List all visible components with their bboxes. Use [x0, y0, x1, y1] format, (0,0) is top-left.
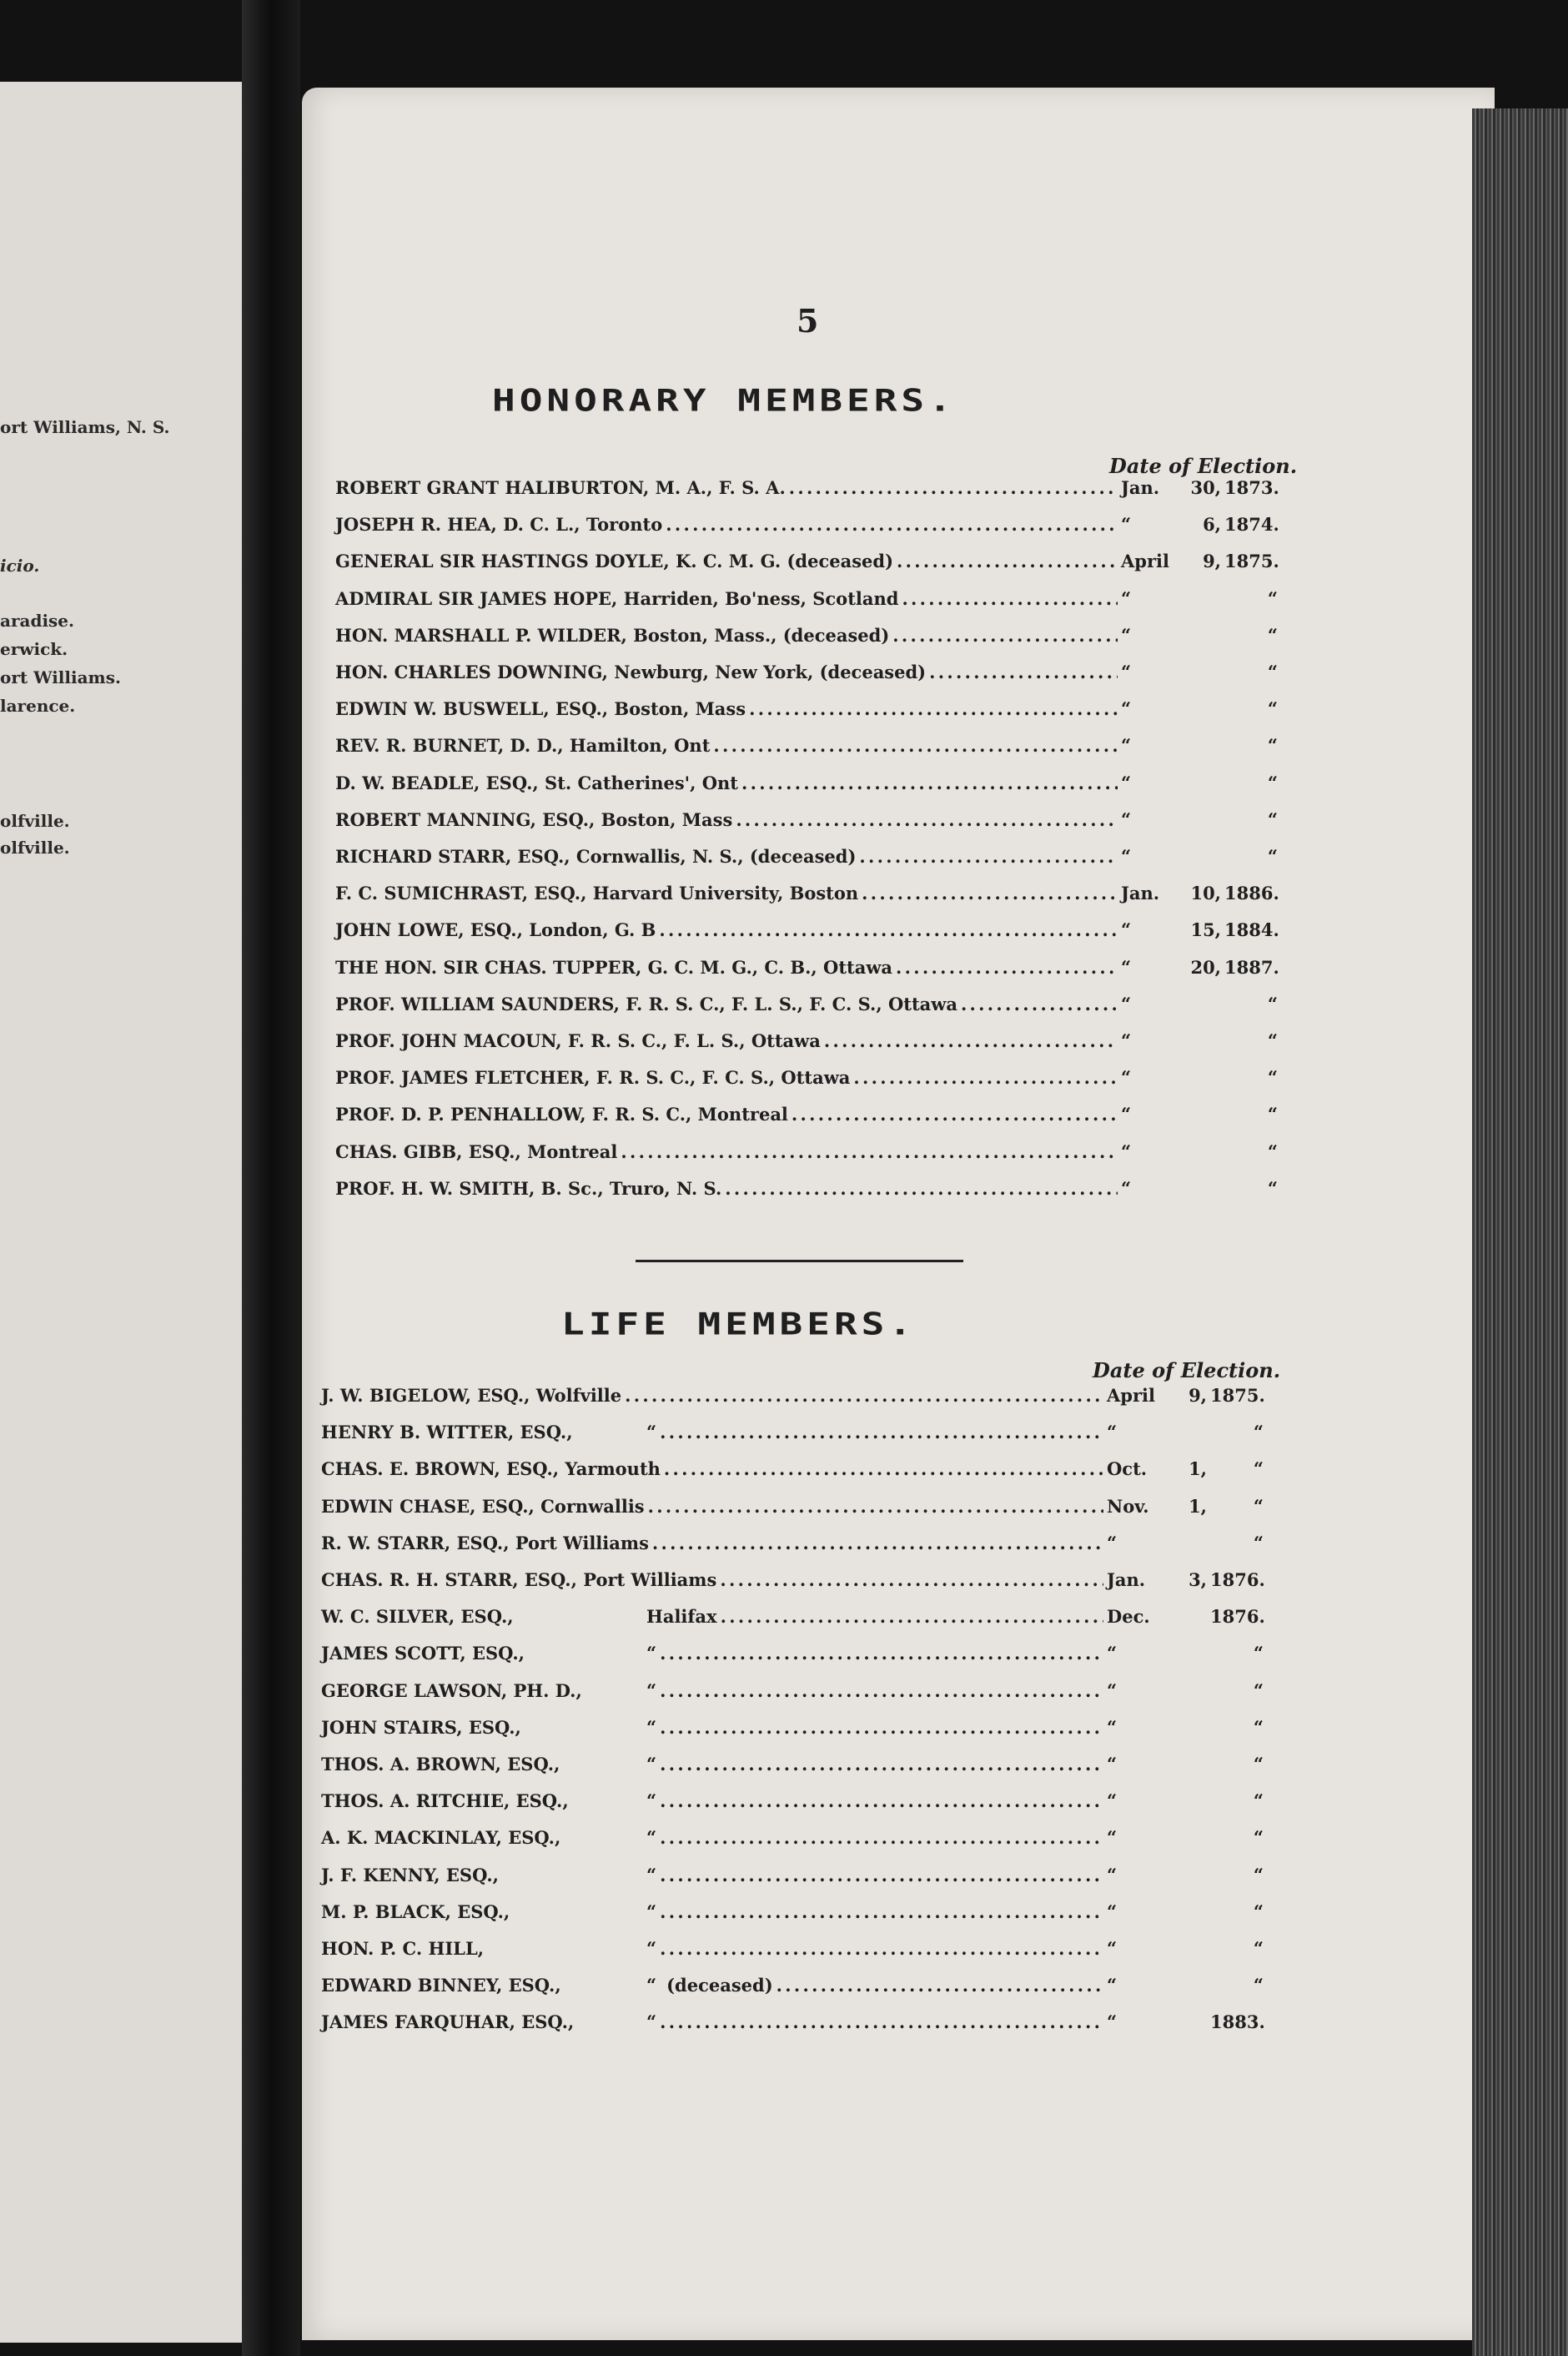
life-member-entry: [321, 1458, 1264, 1483]
election-year: “: [1267, 1067, 1278, 1089]
election-day: [1181, 773, 1224, 793]
election-month: “: [1107, 2011, 1118, 2033]
dot-leader: [929, 662, 1118, 682]
election-year: 1876.: [1210, 1569, 1265, 1590]
election-month: April: [1107, 1385, 1155, 1406]
member-name: F. C. SUMICHRAST, ESQ., Harvard University, Boston: [335, 883, 859, 904]
election-date: [1121, 1030, 1278, 1051]
member-name: EDWARD BINNEY, ESQ.,: [321, 1975, 561, 1996]
election-date: [1121, 477, 1278, 498]
election-year: “: [1267, 1140, 1278, 1162]
dot-leader: [721, 1606, 1103, 1627]
election-date: [1107, 2011, 1264, 2032]
election-day: [1181, 698, 1224, 719]
election-date: [1107, 1533, 1264, 1553]
dot-leader: [859, 846, 1118, 867]
dot-leader: [961, 994, 1118, 1014]
election-year: 1875.: [1224, 551, 1279, 572]
member-name: PROF. D. P. PENHALLOW, F. R. S. C., Montreal: [335, 1104, 788, 1125]
honorary-member-entry: [335, 773, 1278, 798]
election-day: 1,: [1189, 1495, 1207, 1517]
member-name: REV. R. BURNET, D. D., Hamilton, Ont: [335, 735, 711, 757]
election-day: 1,: [1189, 1458, 1207, 1480]
election-month: “: [1107, 1938, 1118, 1959]
election-date: [1121, 846, 1278, 867]
election-year: “: [1253, 1716, 1264, 1738]
election-date: [1107, 1422, 1264, 1442]
life-member-entry: [321, 1754, 1264, 1779]
election-year: “: [1267, 1030, 1278, 1051]
election-month: “: [1107, 1754, 1118, 1775]
election-day: [1167, 1680, 1210, 1701]
election-year: “: [1253, 1495, 1264, 1517]
dot-leader: [902, 588, 1118, 609]
election-month: “: [1107, 1716, 1118, 1738]
member-name: CHAS. R. H. STARR, ESQ., Port Williams: [321, 1569, 717, 1590]
election-day: [1167, 1790, 1210, 1811]
life-member-entry: [321, 1865, 1264, 1890]
election-year: “: [1253, 1975, 1264, 1996]
election-month: “: [1121, 698, 1132, 720]
election-day: [1167, 1827, 1210, 1848]
election-year: 1883.: [1210, 2011, 1265, 2033]
honorary-member-entry: [335, 735, 1278, 760]
member-name: W. C. SILVER, ESQ.,: [321, 1606, 514, 1628]
dot-leader: [660, 1643, 1103, 1664]
election-month: “: [1121, 1177, 1132, 1199]
page-number: 5: [797, 302, 819, 340]
honorary-date-column-header: Date of Election.: [1109, 454, 1298, 478]
honorary-member-entry: [335, 957, 1278, 982]
member-name: PROF. JOHN MACOUN, F. R. S. C., F. L. S., Ottawa: [335, 1030, 821, 1051]
member-name: THOS. A. RITCHIE, ESQ.,: [321, 1790, 569, 1812]
member-place: “: [646, 1754, 657, 1775]
member-name: HENRY B. WITTER, ESQ.,: [321, 1422, 573, 1443]
election-date: [1121, 919, 1278, 940]
member-place: “: [646, 1422, 657, 1443]
member-place: “: [646, 1790, 657, 1812]
election-year: “: [1267, 587, 1278, 609]
honorary-member-entry: [335, 1030, 1278, 1055]
election-year: “: [1253, 1532, 1264, 1553]
election-month: Dec.: [1107, 1606, 1150, 1628]
election-year: “: [1267, 772, 1278, 793]
election-date: [1107, 1754, 1264, 1775]
election-date: [1107, 1643, 1264, 1664]
section-divider: [636, 1260, 963, 1262]
dot-leader: [824, 1030, 1118, 1051]
election-day: [1181, 662, 1224, 682]
election-day: [1167, 1422, 1210, 1442]
member-name: CHAS. GIBB, ESQ., Montreal: [335, 1140, 618, 1162]
election-year: “: [1253, 1679, 1264, 1701]
life-member-entry: [321, 1790, 1264, 1815]
election-date: [1121, 994, 1278, 1014]
election-date: [1107, 1938, 1264, 1959]
dot-leader: [725, 1178, 1118, 1199]
election-date: [1107, 1606, 1264, 1627]
facing-page-text: erwick.: [0, 639, 68, 659]
member-name: J. W. BIGELOW, ESQ., Wolfville: [321, 1385, 622, 1406]
dot-leader: [652, 1533, 1103, 1553]
election-year: “: [1253, 1790, 1264, 1812]
election-date: [1107, 1975, 1264, 1996]
dot-leader: [660, 1827, 1103, 1848]
honorary-member-entry: [335, 514, 1278, 539]
honorary-members-heading: HONORARY MEMBERS.: [492, 382, 956, 419]
election-month: “: [1121, 1030, 1132, 1051]
election-month: “: [1107, 1679, 1118, 1701]
life-member-entry: [321, 1717, 1264, 1742]
election-date: [1107, 1569, 1264, 1590]
election-day: [1167, 1938, 1210, 1959]
life-date-column-header: Date of Election.: [1093, 1358, 1281, 1382]
election-day: [1181, 735, 1224, 756]
election-year: “: [1253, 1754, 1264, 1775]
member-name: EDWIN W. BUSWELL, ESQ., Boston, Mass: [335, 698, 746, 720]
election-month: “: [1107, 1790, 1118, 1812]
election-month: “: [1121, 1140, 1132, 1162]
dot-leader: [853, 1067, 1118, 1088]
election-year: “: [1253, 1643, 1264, 1664]
honorary-member-entry: [335, 698, 1278, 723]
election-month: “: [1121, 956, 1132, 978]
honorary-member-entry: [335, 551, 1278, 576]
election-year: 1884.: [1224, 919, 1279, 941]
honorary-member-entry: [335, 1067, 1278, 1092]
page: [302, 88, 1495, 2340]
election-date: [1121, 735, 1278, 756]
election-month: “: [1107, 1975, 1118, 1996]
member-name: JOHN STAIRS, ESQ.,: [321, 1716, 521, 1738]
election-date: [1121, 1141, 1278, 1162]
honorary-member-entry: [335, 477, 1278, 502]
dot-leader: [625, 1385, 1103, 1406]
election-day: [1167, 1754, 1210, 1775]
election-month: “: [1121, 587, 1132, 609]
election-day: [1167, 1643, 1210, 1664]
election-month: “: [1121, 624, 1132, 646]
election-year: “: [1267, 1104, 1278, 1125]
life-member-entry: [321, 1975, 1264, 2000]
honorary-member-entry: [335, 1141, 1278, 1166]
dot-leader: [666, 514, 1118, 535]
member-name: J. F. KENNY, ESQ.,: [321, 1864, 499, 1885]
election-month: “: [1121, 808, 1132, 830]
election-day: 15,: [1190, 919, 1221, 941]
election-year: 1876.: [1210, 1606, 1265, 1628]
honorary-member-entry: [335, 662, 1278, 687]
dot-leader: [660, 1865, 1103, 1885]
dot-leader: [896, 957, 1118, 978]
dot-leader: [660, 1422, 1103, 1442]
election-year: “: [1253, 1422, 1264, 1443]
election-year: “: [1253, 1827, 1264, 1849]
election-month: Nov.: [1107, 1495, 1149, 1517]
election-month: Jan.: [1121, 477, 1160, 498]
election-month: Oct.: [1107, 1458, 1148, 1480]
election-month: April: [1121, 551, 1169, 572]
life-member-entry: [321, 1938, 1264, 1963]
member-name: ROBERT MANNING, ESQ., Boston, Mass: [335, 808, 733, 830]
member-name: THE HON. SIR CHAS. TUPPER, G. C. M. G., C. B., Ottawa: [335, 956, 893, 978]
election-date: [1121, 662, 1278, 682]
dot-leader: [789, 477, 1118, 498]
election-year: “: [1267, 624, 1278, 646]
dot-leader: [660, 1754, 1103, 1775]
life-member-entry: [321, 1901, 1264, 1926]
election-year: “: [1267, 846, 1278, 867]
election-year: “: [1267, 662, 1278, 682]
election-day: [1167, 1901, 1210, 1922]
member-name: GEORGE LAWSON, PH. D.,: [321, 1679, 582, 1701]
election-date: [1107, 1865, 1264, 1885]
election-day: 9,: [1189, 1385, 1207, 1406]
election-date: [1107, 1790, 1264, 1811]
election-month: Jan.: [1121, 883, 1160, 904]
member-name: EDWIN CHASE, ESQ., Cornwallis: [321, 1495, 645, 1517]
election-year: “: [1267, 735, 1278, 757]
honorary-member-entry: [335, 625, 1278, 650]
member-place: “: [646, 1643, 657, 1664]
facing-page-text: aradise.: [0, 611, 74, 631]
page-edges: [1472, 108, 1568, 2356]
member-note: (deceased): [666, 1975, 773, 1996]
member-name: ROBERT GRANT HALIBURTON, M. A., F. S. A.: [335, 477, 786, 498]
dot-leader: [720, 1569, 1103, 1590]
election-date: [1121, 809, 1278, 830]
life-member-entry: [321, 1496, 1264, 1521]
election-month: “: [1107, 1864, 1118, 1885]
member-place: “: [646, 1938, 657, 1959]
dot-leader: [621, 1141, 1118, 1162]
election-date: [1107, 1680, 1264, 1701]
election-date: [1107, 1827, 1264, 1848]
election-year: “: [1253, 1938, 1264, 1959]
member-place: “: [646, 1864, 657, 1885]
member-name: HON. MARSHALL P. WILDER, Boston, Mass., (deceased): [335, 624, 890, 646]
election-day: [1167, 1606, 1210, 1627]
election-month: “: [1107, 1643, 1118, 1664]
honorary-member-entry: [335, 1104, 1278, 1129]
election-year: 1875.: [1210, 1385, 1265, 1406]
election-day: 10,: [1190, 883, 1221, 904]
facing-page-text: ort Williams, N. S.: [0, 417, 170, 437]
member-place: “: [646, 1827, 657, 1849]
election-month: Jan.: [1107, 1569, 1146, 1590]
member-place: “: [646, 1716, 657, 1738]
dot-leader: [664, 1458, 1103, 1479]
election-month: “: [1121, 1067, 1132, 1089]
member-name: CHAS. E. BROWN, ESQ., Yarmouth: [321, 1458, 661, 1480]
dot-leader: [660, 1717, 1103, 1738]
honorary-member-entry: [335, 846, 1278, 871]
member-name: JAMES FARQUHAR, ESQ.,: [321, 2011, 575, 2033]
election-date: [1107, 1385, 1264, 1406]
member-name: ADMIRAL SIR JAMES HOPE, Harriden, Bo'ness, Scotland: [335, 587, 899, 609]
dot-leader: [648, 1496, 1103, 1517]
election-year: “: [1267, 808, 1278, 830]
election-month: “: [1121, 514, 1132, 536]
dot-leader: [741, 773, 1118, 793]
member-name: RICHARD STARR, ESQ., Cornwallis, N. S., (deceased): [335, 846, 857, 867]
dot-leader: [776, 1975, 1103, 1996]
dot-leader: [792, 1104, 1118, 1125]
dot-leader: [660, 1901, 1103, 1922]
life-members-heading: LIFE MEMBERS.: [561, 1306, 917, 1342]
member-name: THOS. A. BROWN, ESQ.,: [321, 1754, 560, 1775]
member-name: D. W. BEADLE, ESQ., St. Catherines', Ont: [335, 772, 738, 793]
election-day: [1181, 994, 1224, 1014]
life-member-entry: [321, 1606, 1264, 1631]
election-day: 3,: [1189, 1569, 1207, 1590]
election-month: “: [1121, 919, 1132, 941]
honorary-member-entry: [335, 919, 1278, 944]
member-name: PROF. WILLIAM SAUNDERS, F. R. S. C., F. L. S., F. C. S., Ottawa: [335, 993, 957, 1014]
election-date: [1107, 1901, 1264, 1922]
election-day: [1181, 588, 1224, 609]
life-member-entry: [321, 1385, 1264, 1410]
election-month: “: [1121, 846, 1132, 867]
member-name: JAMES SCOTT, ESQ.,: [321, 1643, 525, 1664]
election-date: [1121, 625, 1278, 646]
facing-page-text: icio.: [0, 556, 40, 576]
dot-leader: [660, 1680, 1103, 1701]
facing-page-text: ort Williams.: [0, 667, 121, 687]
election-month: “: [1121, 662, 1132, 682]
election-date: [1121, 1178, 1278, 1199]
facing-page-text: olfville.: [0, 811, 70, 831]
election-day: [1181, 1104, 1224, 1125]
election-year: “: [1253, 1900, 1264, 1922]
member-place: “: [646, 1679, 657, 1701]
member-name: PROF. H. W. SMITH, B. Sc., Truro, N. S.: [335, 1177, 722, 1199]
election-date: [1121, 588, 1278, 609]
election-year: “: [1267, 698, 1278, 720]
life-member-entry: [321, 1569, 1264, 1594]
member-name: JOHN LOWE, ESQ., London, G. B: [335, 919, 656, 941]
election-day: [1167, 1865, 1210, 1885]
dot-leader: [713, 735, 1118, 756]
life-member-entry: [321, 2011, 1264, 2036]
election-year: 1887.: [1224, 956, 1279, 978]
election-year: 1874.: [1224, 514, 1279, 536]
election-day: [1167, 1975, 1210, 1996]
life-member-entry: [321, 1533, 1264, 1558]
election-day: 30,: [1190, 477, 1221, 498]
election-day: 6,: [1203, 514, 1221, 536]
election-month: “: [1121, 735, 1132, 757]
election-year: “: [1253, 1864, 1264, 1885]
member-name: M. P. BLACK, ESQ.,: [321, 1900, 510, 1922]
election-month: “: [1107, 1422, 1118, 1443]
election-day: [1181, 1178, 1224, 1199]
election-date: [1121, 957, 1278, 978]
election-day: 9,: [1203, 551, 1221, 572]
election-day: [1181, 846, 1224, 867]
member-name: A. K. MACKINLAY, ESQ.,: [321, 1827, 561, 1849]
dot-leader: [660, 1938, 1103, 1959]
election-day: [1181, 1067, 1224, 1088]
member-place: “: [646, 1975, 657, 1996]
election-date: [1121, 773, 1278, 793]
dot-leader: [862, 883, 1118, 904]
election-date: [1121, 1104, 1278, 1125]
honorary-member-entry: [335, 588, 1278, 613]
member-name: GENERAL SIR HASTINGS DOYLE, K. C. M. G. (deceased): [335, 551, 894, 572]
election-year: “: [1267, 1177, 1278, 1199]
election-month: “: [1107, 1827, 1118, 1849]
member-name: R. W. STARR, ESQ., Port Williams: [321, 1532, 649, 1553]
member-place: “: [646, 1900, 657, 1922]
election-month: “: [1107, 1532, 1118, 1553]
facing-page-text: olfville.: [0, 838, 70, 858]
election-day: [1181, 809, 1224, 830]
election-day: 20,: [1190, 956, 1221, 978]
facing-page-text: larence.: [0, 696, 76, 716]
election-date: [1121, 698, 1278, 719]
election-day: [1167, 1717, 1210, 1738]
election-date: [1107, 1496, 1264, 1517]
election-year: 1886.: [1224, 883, 1279, 904]
member-place: “: [646, 2011, 657, 2033]
dot-leader: [749, 698, 1118, 719]
election-year: “: [1253, 1458, 1264, 1480]
facing-page: [0, 82, 242, 2343]
life-member-entry: [321, 1643, 1264, 1668]
election-year: “: [1267, 993, 1278, 1014]
honorary-member-entry: [335, 809, 1278, 834]
election-date: [1107, 1458, 1264, 1479]
election-month: “: [1121, 772, 1132, 793]
life-member-entry: [321, 1680, 1264, 1705]
dot-leader: [660, 1790, 1103, 1811]
election-year: 1873.: [1224, 477, 1279, 498]
dot-leader: [736, 809, 1118, 830]
election-day: [1181, 1030, 1224, 1051]
dot-leader: [659, 919, 1118, 940]
election-date: [1121, 551, 1278, 571]
election-month: “: [1107, 1900, 1118, 1922]
life-member-entry: [321, 1827, 1264, 1852]
election-date: [1121, 514, 1278, 535]
honorary-member-entry: [335, 994, 1278, 1019]
election-date: [1121, 1067, 1278, 1088]
member-name: HON. CHARLES DOWNING, Newburg, New York, (deceased): [335, 662, 927, 682]
election-day: [1167, 2011, 1210, 2032]
member-name: HON. P. C. HILL,: [321, 1938, 485, 1959]
member-name: JOSEPH R. HEA, D. C. L., Toronto: [335, 514, 663, 536]
member-place: Halifax: [646, 1606, 717, 1628]
dot-leader: [892, 625, 1118, 646]
life-member-entry: [321, 1422, 1264, 1447]
election-month: “: [1121, 993, 1132, 1014]
election-date: [1107, 1717, 1264, 1738]
member-name: PROF. JAMES FLETCHER, F. R. S. C., F. C. S., Ottawa: [335, 1067, 851, 1089]
election-day: [1181, 1141, 1224, 1162]
election-date: [1121, 883, 1278, 904]
election-day: [1181, 625, 1224, 646]
dot-leader: [897, 551, 1118, 571]
honorary-member-entry: [335, 1178, 1278, 1203]
election-day: [1167, 1533, 1210, 1553]
honorary-member-entry: [335, 883, 1278, 908]
election-month: “: [1121, 1104, 1132, 1125]
dot-leader: [660, 2011, 1103, 2032]
book-gutter: [242, 0, 300, 2356]
